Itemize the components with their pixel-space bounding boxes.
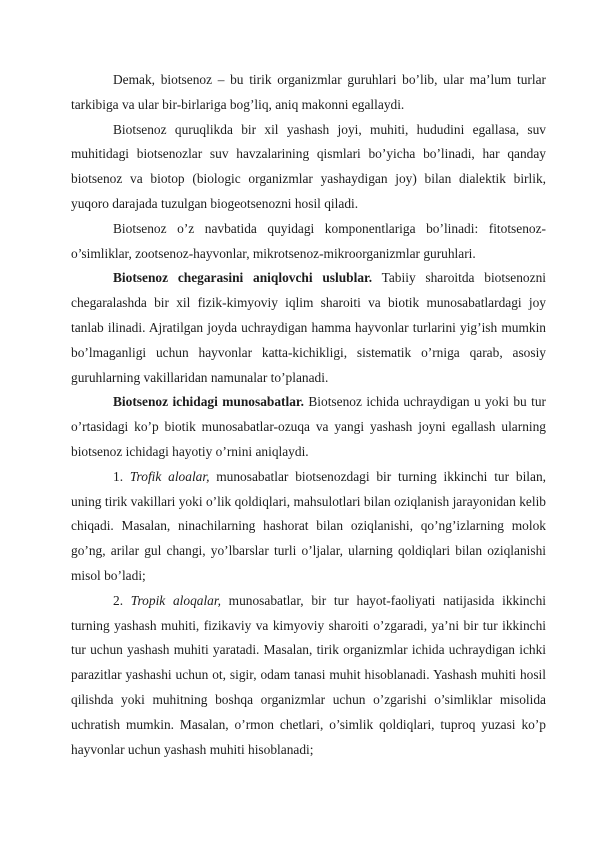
- section-heading-internal-relations: Biotsenoz ichidagi munosabatlar.: [113, 394, 304, 410]
- paragraph-text: Biotsenoz ichida uchraydigan u yoki bu tur o’rtasidagi ko’p biotik munosabatlar-ozuqa va yangi yashash joyni egallash ularning biotsenoz ichidagi hayotiy o’rnini aniqlaydi.: [71, 394, 546, 459]
- paragraph-topic-relations: [71, 589, 546, 763]
- paragraph-text: Demak, biotsenoz – bu tirik organizmlar guruhlari bo’lib, ular ma’lum turlar tarkibiga va ular bir-birlariga bog’liq, aniq makonni egallaydi.: [71, 72, 546, 112]
- paragraph-text: Biotsenoz quruqlikda bir xil yashash joyi, muhiti, hududini egallasa, suv muhitidagi biotsenozlar suv havzalarining qismlari bo’yicha bo’linadi, har qanday biotsenoz va biotop (biologic organizmlar yashaydigan joy) bilan dialektik birlik, yuqoro darajada tuzulgan biogeotsenozni hosil qiladi.: [71, 121, 546, 211]
- term-trophic: Trofik aloalar,: [129, 468, 210, 484]
- paragraph-biotsenoz-definition: [71, 68, 546, 118]
- paragraph-biotsenoz-components: [71, 217, 546, 267]
- paragraph-internal-relations: [71, 390, 546, 464]
- list-number: 2.: [113, 592, 131, 608]
- paragraph-text: munosabatlar, bir tur hayot-faoliyati natijasida ikkinchi turning yashash muhiti, fizikaviy va kimyoviy sharoiti o’zgaradi, ya’ni bir tur ikkinchi tur uchun yashash muhiti yaratadi. Masalan, tirik organizmlar ichida uchraydigan ichki parazitlar yashashi uchun ot, sigir, odam tanasi muhit hisoblanadi. Yashash muhiti hosil qilishda yoki muhitning boshqa organizmlar uchun o’zgarishi o’simliklar misolida uchratish mumkin. Masalan, o’rmon chetlari, o’simlik qoldiqlari, tuproq yuzasi ko’p hayvonlar uchun yashash muhiti hisoblanadi;: [71, 592, 546, 757]
- paragraph-text: munosabatlar biotsenozdagi bir turning ikkinchi tur bilan, uning tirik vakillari yoki o’lik qoldiqlari, mahsulotlari bilan oziqlanish jarayonidan kelib chiqadi. Masalan, ninachilarning hashorat bilan oziqlanishi, qo’ng’izlarning molok go’ng, arilar gul changi, yo’lbarslar turli o’ljalar, ularning qoldiqlari bilan oziqlanishi misol bo’ladi;: [71, 468, 546, 583]
- paragraph-trophic-relations: [71, 465, 546, 589]
- list-number: 1.: [113, 468, 130, 484]
- paragraph-biotsenoz-habitat: [71, 118, 546, 217]
- term-tropic: Tropik aloqalar,: [130, 592, 221, 608]
- paragraph-text: Tabiiy sharoitda biotsenozni chegaralashda bir xil fizik-kimyoviy iqlim sharoiti va biotik munosabatlardagi joy tanlab ilinadi. Ajratilgan joyda uchraydigan hamma hayvonlar turlarini yig’ish mumkin bo’lmaganligi uchun hayvonlar katta-kichikligi, sistematik o’rniga qarab, asosiy guruhlarning vakillaridan namunalar to’planadi.: [71, 270, 546, 385]
- section-heading-boundary-methods: Biotsenoz chegarasini aniqlovchi uslublar.: [113, 270, 373, 286]
- paragraph-text: Biotsenoz o’z navbatida quyidagi komponentlariga bo’linadi: fitotsenoz-o’simliklar, zootsenoz-hayvonlar, mikrotsenoz-mikroorganizmlar guruhlari.: [71, 220, 546, 261]
- paragraph-boundary-methods: [71, 266, 546, 390]
